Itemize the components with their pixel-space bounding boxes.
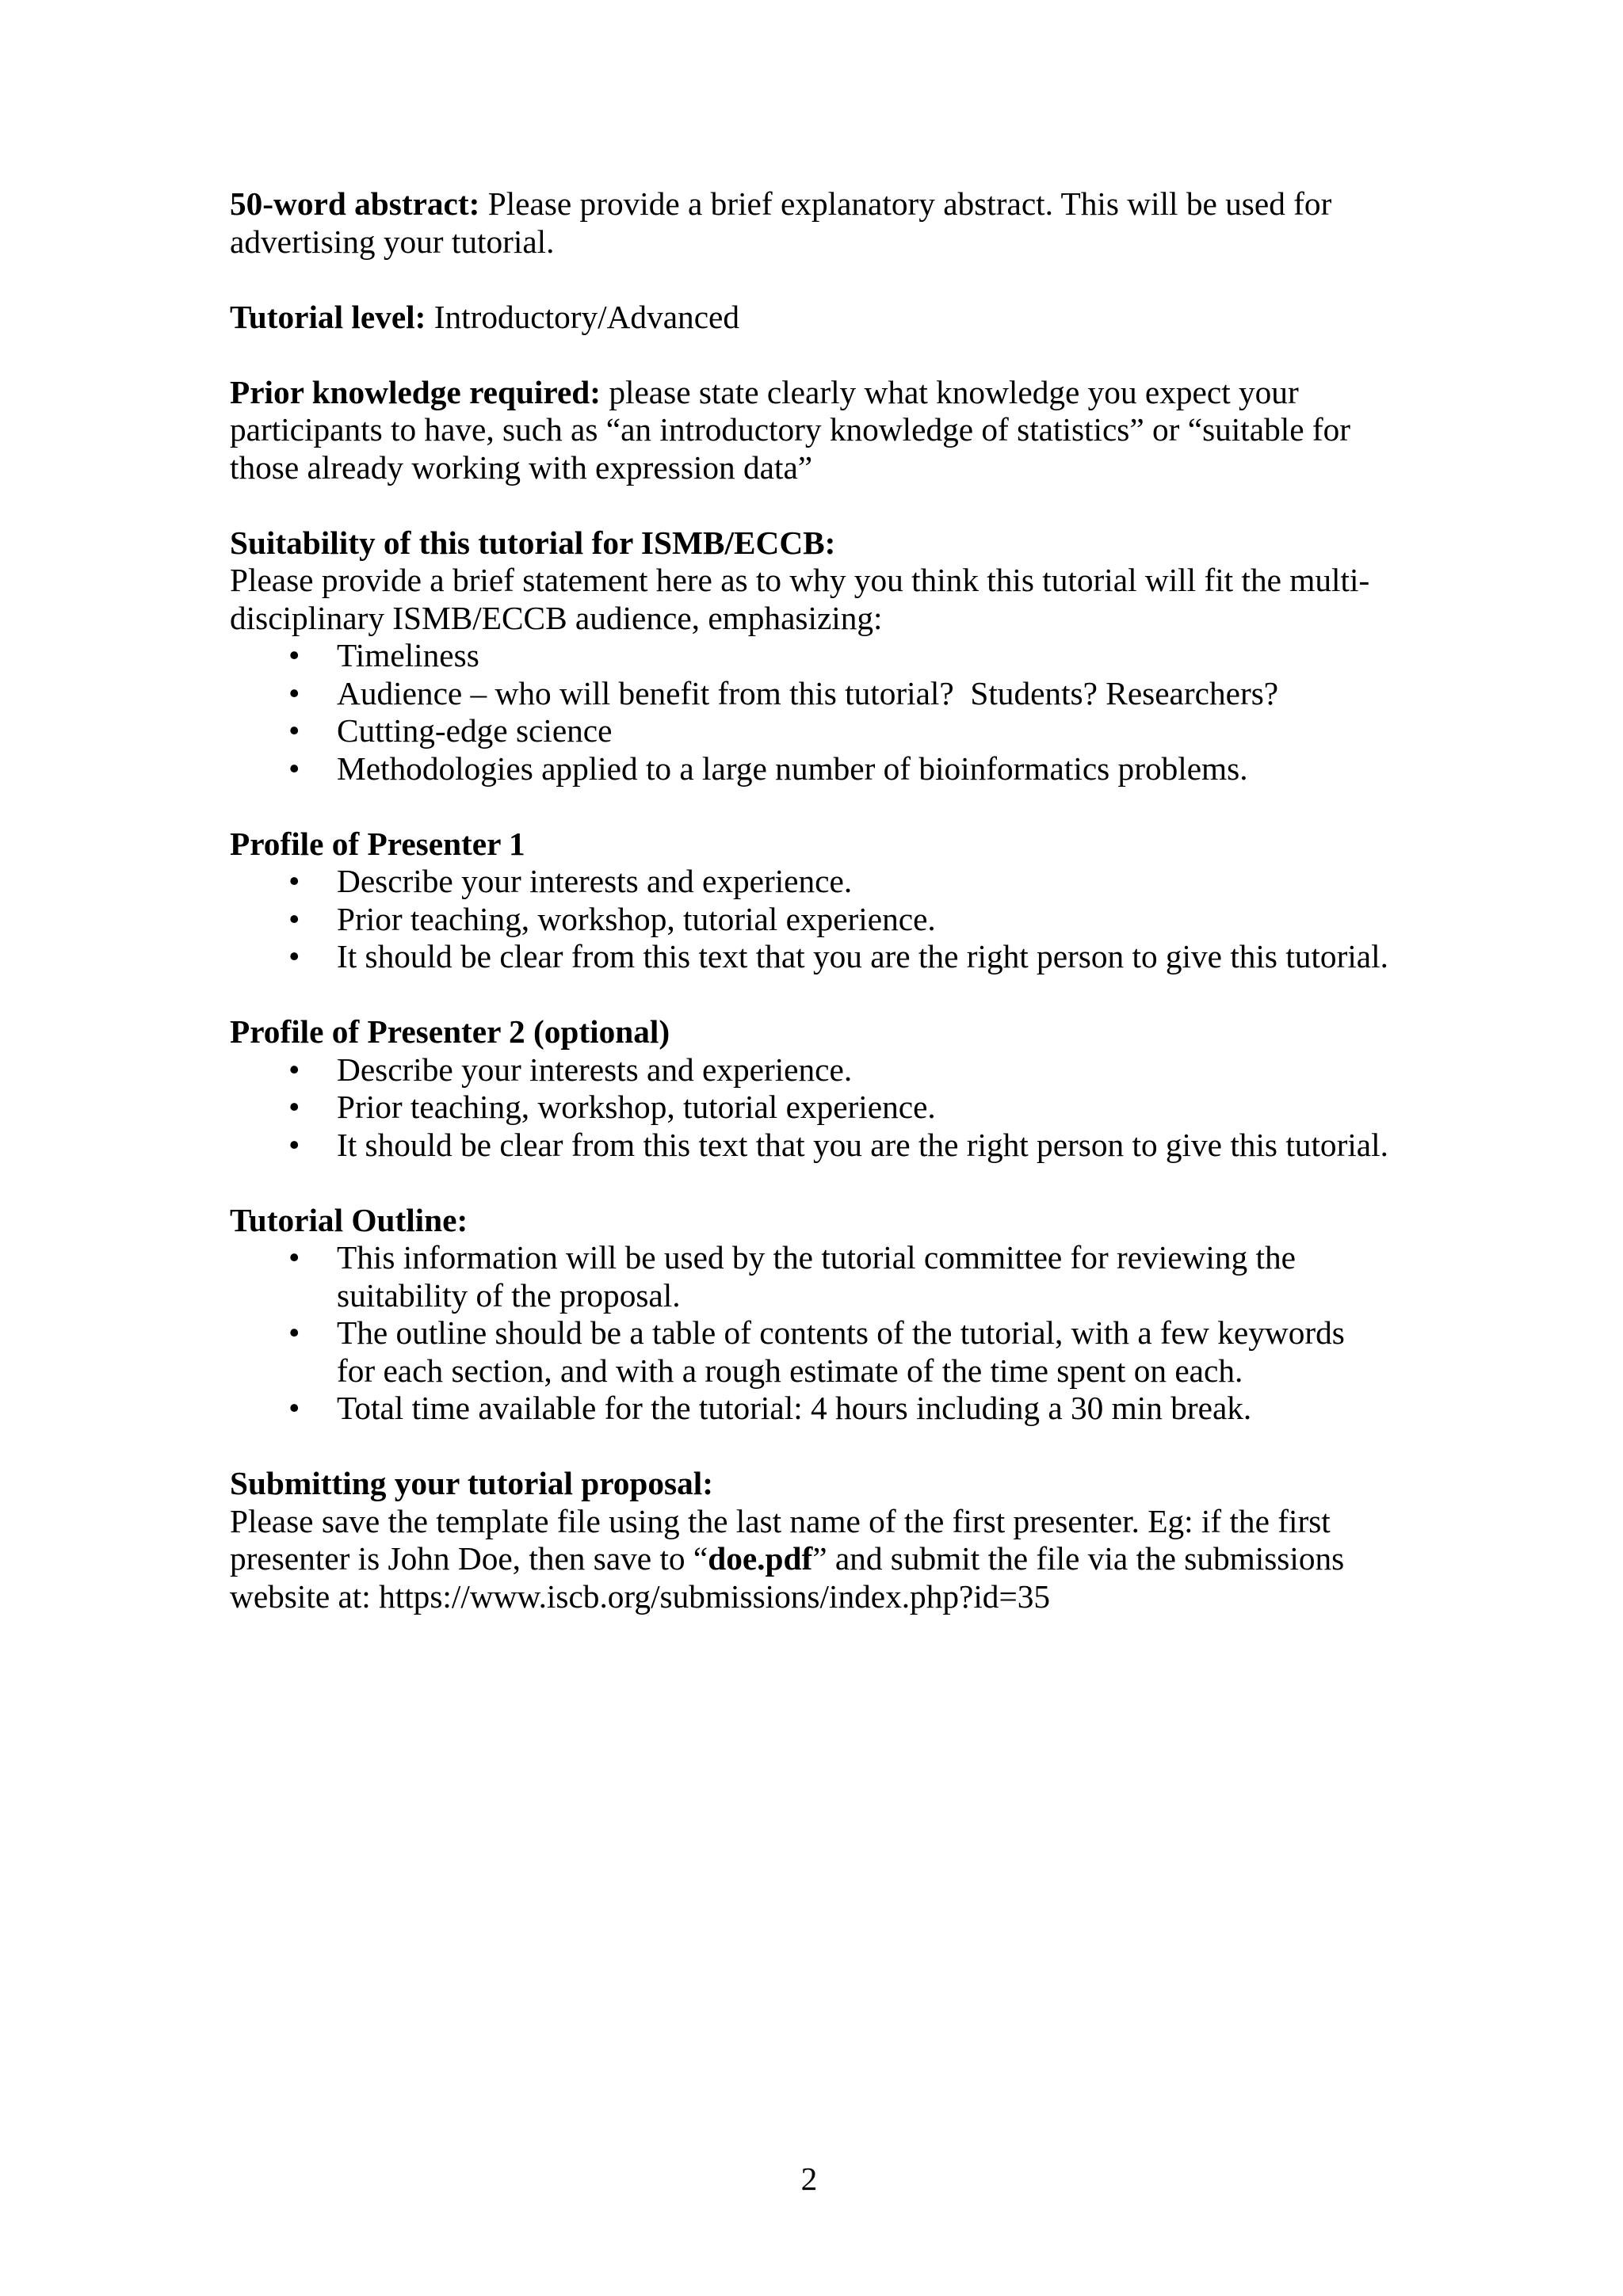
presenter1-bullet-list	[230, 863, 1388, 976]
list-item: • Total time available for the tutorial: 4 hours including a 30 min break.	[230, 1390, 1388, 1428]
outline-bullet-list	[230, 1239, 1388, 1428]
blank-line	[230, 486, 1388, 524]
list-item: • It should be clear from this text that you are the right person to give this tutorial.	[230, 938, 1388, 976]
list-item: • Prior teaching, workshop, tutorial experience.	[230, 1089, 1388, 1127]
blank-line	[230, 261, 1388, 299]
submitting-heading: Submitting your tutorial proposal:	[230, 1465, 713, 1501]
submitting-text-after: ” and submit the file via the submissions website at:	[230, 1540, 1345, 1615]
list-item: • The outline should be a table of contents of the tutorial, with a few keywords for each section, and with a rough estimate of the time spent on each.	[230, 1314, 1388, 1390]
presenter1-heading: Profile of Presenter 1	[230, 825, 525, 862]
list-item: • Timeliness	[230, 637, 1388, 675]
list-item: • Methodologies applied to a large number of bioinformatics problems.	[230, 750, 1388, 788]
list-item: • Prior teaching, workshop, tutorial experience.	[230, 901, 1388, 939]
prior-knowledge-label: Prior knowledge required:	[230, 373, 601, 410]
blank-line	[230, 1428, 1388, 1466]
tutorial-level-label: Tutorial level:	[230, 298, 426, 335]
document-content	[230, 185, 1388, 1615]
list-item: • This information will be used by the tutorial committee for reviewing the suitability of the proposal.	[230, 1239, 1388, 1314]
prior-knowledge-text: please state clearly what knowledge you expect your participants to have, such as “an introductory knowledge of statistics” or “suitable for those already working with expression data”	[230, 373, 1350, 486]
submitting-paragraph	[230, 1503, 1388, 1616]
abstract-paragraph	[230, 185, 1388, 261]
submitting-text-before: Please save the template file using the last name of the first presenter. Eg: if the first presenter is John Doe, then save to “	[230, 1502, 1331, 1577]
blank-line	[230, 788, 1388, 826]
presenter2-bullet-list	[230, 1051, 1388, 1165]
tutorial-level-text: Introductory/Advanced	[426, 298, 740, 335]
list-item: • Audience – who will benefit from this tutorial? Students? Researchers?	[230, 675, 1388, 713]
submission-url: https://www.iscb.org/submissions/index.php?id=35	[379, 1577, 1051, 1615]
tutorial-level-paragraph	[230, 299, 1388, 337]
submitting-filename: doe.pdf	[708, 1540, 813, 1577]
page-footer	[230, 2161, 1388, 2199]
blank-line	[230, 1164, 1388, 1202]
prior-knowledge-paragraph	[230, 374, 1388, 487]
abstract-text: Please provide a brief explanatory abstract. This will be used for advertising your tutorial.	[230, 185, 1332, 260]
blank-line	[230, 336, 1388, 374]
suitability-bullet-list	[230, 637, 1388, 788]
suitability-intro: Please provide a brief statement here as to why you think this tutorial will fit the multi-disciplinary ISMB/ECCB audience, emphasizing:	[230, 562, 1370, 636]
outline-heading: Tutorial Outline:	[230, 1201, 468, 1238]
list-item: • Describe your interests and experience.	[230, 863, 1388, 901]
list-item: • Cutting-edge science	[230, 712, 1388, 750]
blank-line	[230, 976, 1388, 1014]
list-item: • It should be clear from this text that you are the right person to give this tutorial.	[230, 1127, 1388, 1165]
abstract-label: 50-word abstract:	[230, 185, 480, 222]
list-item: • Describe your interests and experience.	[230, 1051, 1388, 1089]
suitability-heading: Suitability of this tutorial for ISMB/ECCB:	[230, 524, 836, 561]
presenter2-heading: Profile of Presenter 2 (optional)	[230, 1013, 670, 1050]
page-number: 2	[800, 2161, 818, 2197]
